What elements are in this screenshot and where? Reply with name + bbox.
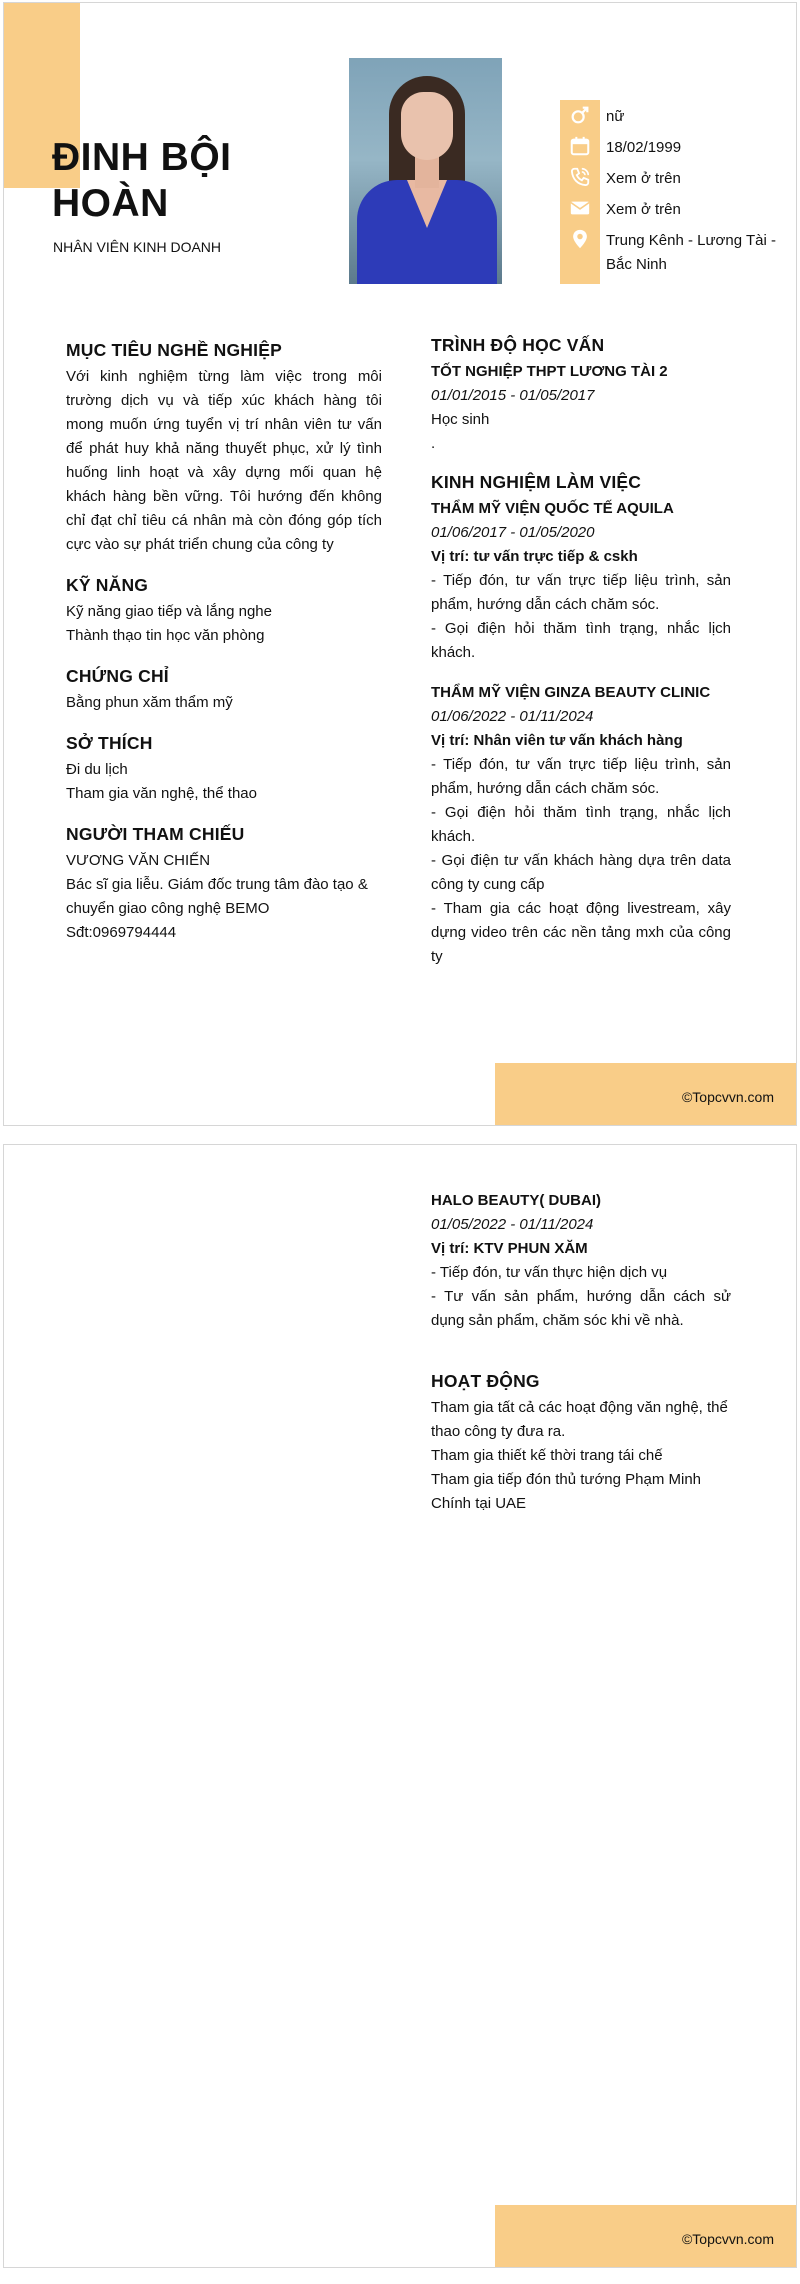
references-section [66,824,382,945]
experience-section [431,472,731,969]
skill-item: Kỹ năng giao tiếp và lắng nghe [66,603,272,620]
objective-text: Với kinh nghiệm từng làm việc trong môi trường dịch vụ và tiếp xúc khách hàng tôi mong muốn ứng tuyển vị trí nhân viên tư vấn để phát huy khả năng thuyết phục, xử lý tình huống linh hoạt và xây dựng mối quan hệ khách hàng bền vững. Tôi hướng đến không chỉ đạt chỉ tiêu cá nhân mà còn đóng góp tích cực vào sự phát triển chung của công ty [66,368,382,553]
contact-email-text: Xem ở trên [606,201,681,218]
name-line-2: HOÀN [52,182,169,225]
reference-description: Bác sĩ gia liễu. Giám đốc trung tâm đào tạo & chuyển giao công nghệ BEMO [66,876,368,917]
contact-birthday [560,131,780,162]
right-column [431,335,731,969]
name-line-1: ĐINH BỘI [52,136,232,179]
activity-item: Tham gia thiết kế thời trang tái chế [431,1447,663,1464]
experience-duty: - Tiếp đón, tư vấn trực tiếp liệu trình, sản phẩm, hướng dẫn cách chăm sóc. [431,756,731,797]
experience-duty: - Tiếp đón, tư vấn thực hiện dịch vụ [431,1264,668,1281]
activity-item: Tham gia tiếp đón thủ tướng Phạm Minh Chính tại UAE [431,1471,702,1512]
certificate-item: Bằng phun xăm thẩm mỹ [66,694,233,711]
education-note: . [431,435,436,452]
contact-list [560,100,780,276]
left-column [66,340,382,945]
cv-page-2 [3,1144,797,2268]
experience-item [431,1189,731,1333]
footer-brand: ©Topcvvn.com [681,2231,774,2247]
contact-email [560,193,780,224]
experience-duty: - Gọi điện hỏi thăm tình trạng, nhắc lịch khách. [431,804,731,845]
contact-birthday-text: 18/02/1999 [606,139,682,156]
objective-heading: MỤC TIÊU NGHỀ NGHIỆP [66,340,282,360]
footer-brand: ©Topcvvn.com [681,1089,774,1105]
contact-phone [560,162,780,193]
education-detail: Học sinh [431,411,490,428]
references-heading: NGƯỜI THAM CHIẾU [66,824,245,844]
experience-dates: 01/05/2022 - 01/11/2024 [431,1216,594,1233]
education-heading: TRÌNH ĐỘ HỌC VẤN [431,335,605,355]
calendar-icon [569,135,591,157]
experience-duty: - Gọi điện hỏi thăm tình trạng, nhắc lịch khách. [431,620,731,661]
experience-dates: 01/06/2022 - 01/11/2024 [431,708,594,725]
activities-heading: HOẠT ĐỘNG [431,1371,540,1391]
reference-name: VƯƠNG VĂN CHIẾN [66,852,211,869]
experience-duty: - Tư vấn sản phẩm, hướng dẫn cách sử dụng sản phẩm, chăm sóc khi về nhà. [431,1288,731,1329]
skill-item: Thành thạo tin học văn phòng [66,627,265,644]
right-column-continued [431,1189,731,1516]
experience-position: Vị trí: Nhân viên tư vấn khách hàng [431,732,683,749]
experience-position: Vị trí: KTV PHUN XĂM [431,1240,588,1257]
activity-item: Tham gia tất cả các hoạt động văn nghệ, thể thao công ty đưa ra. [431,1399,728,1440]
experience-heading: KINH NGHIỆM LÀM VIỆC [431,472,642,492]
experience-company: HALO BEAUTY( DUBAI) [431,1192,601,1209]
skills-heading: KỸ NĂNG [66,575,149,595]
hobby-item: Đi du lịch [66,761,128,778]
certificates-heading: CHỨNG CHỈ [66,666,169,686]
hobby-item: Tham gia văn nghệ, thể thao [66,785,257,802]
experience-item [431,497,731,665]
experience-duty: - Gọi điện tư vấn khách hàng dựa trên data công ty cung cấp [431,852,731,893]
profile-photo [349,58,502,284]
skills-section [66,575,382,648]
phone-icon [569,166,591,188]
experience-company: THẨM MỸ VIỆN QUỐC TẾ AQUILA [431,500,674,517]
education-section [431,335,731,456]
experience-item [431,681,731,969]
footer-accent [495,1063,796,1125]
education-school: TỐT NGHIỆP THPT LƯƠNG TÀI 2 [431,363,668,380]
gender-icon [569,104,591,126]
objective-section [66,340,382,557]
contact-gender [560,100,780,131]
experience-duty: - Tiếp đón, tư vấn trực tiếp liệu trình, sản phẩm, hướng dẫn cách chăm sóc. [431,572,731,613]
experience-duty: - Tham gia các hoạt động livestream, xây dựng video trên các nền tảng mxh của công ty [431,900,731,965]
candidate-name [52,135,352,227]
certificates-section [66,666,382,715]
experience-dates: 01/06/2017 - 01/05/2020 [431,524,595,541]
contact-phone-text: Xem ở trên [606,170,681,187]
location-icon [569,228,591,250]
cv-page-1 [3,2,797,1126]
email-icon [569,197,591,219]
footer-accent [495,2205,796,2267]
job-title: NHÂN VIÊN KINH DOANH [53,239,222,255]
education-dates: 01/01/2015 - 01/05/2017 [431,387,595,404]
hobbies-section [66,733,382,806]
experience-company: THẨM MỸ VIỆN GINZA BEAUTY CLINIC [431,684,711,701]
contact-address-text: Trung Kênh - Lương Tài - Bắc Ninh [606,232,776,273]
hobbies-heading: SỞ THÍCH [66,733,153,753]
experience-position: Vị trí: tư vấn trực tiếp & cskh [431,548,638,565]
reference-phone: Sđt:0969794444 [66,924,177,941]
contact-address [560,224,780,276]
activities-section [431,1371,731,1516]
contact-gender-text: nữ [606,108,625,125]
